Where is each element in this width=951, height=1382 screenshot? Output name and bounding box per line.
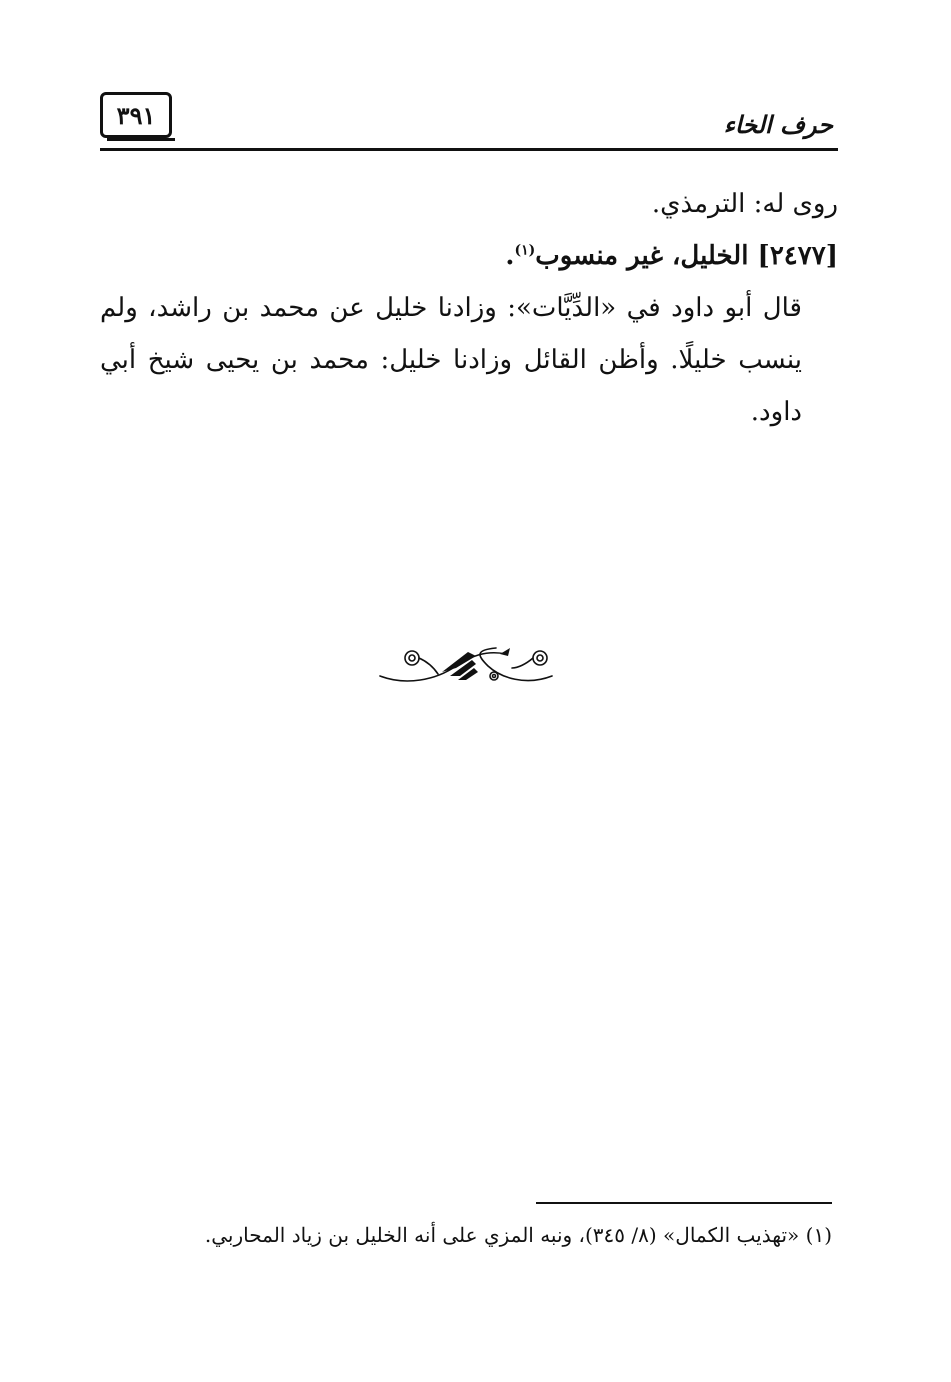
main-text [100,178,838,438]
entry-paragraph: قال أبو داود في «الدِّيَّات»: وزادنا خليل عن محمد بن راشد، ولم ينسب خليلًا. وأظن القائل وزادنا خليل: محمد بن يحيى شيخ أبي داود. [100,293,802,427]
entry-end: . [505,241,515,271]
footnote [100,1218,832,1252]
footnote-text: «تهذيب الكمال» (٨/ ٣٤٥)، ونبه المزي على أنه الخليل بن زياد المحاربي. [204,1223,800,1247]
entry-name: الخليل، غير منسوب [535,241,749,271]
entry-heading [100,230,838,282]
footnote-marker: (١) [805,1223,832,1247]
footnote-divider [536,1202,832,1204]
entry-number: [٢٤٧٧] [757,241,838,271]
header-divider [100,148,838,151]
chapter-title: حرف الخاء [723,110,833,139]
footnote-ref[interactable]: (١) [514,242,536,259]
floral-divider-icon [376,638,556,686]
transmitter-line [100,178,838,230]
page-number-text: ٣٩١ [116,100,156,130]
page-number [100,92,172,138]
transmitter-text: روى له: الترمذي. [651,189,838,219]
